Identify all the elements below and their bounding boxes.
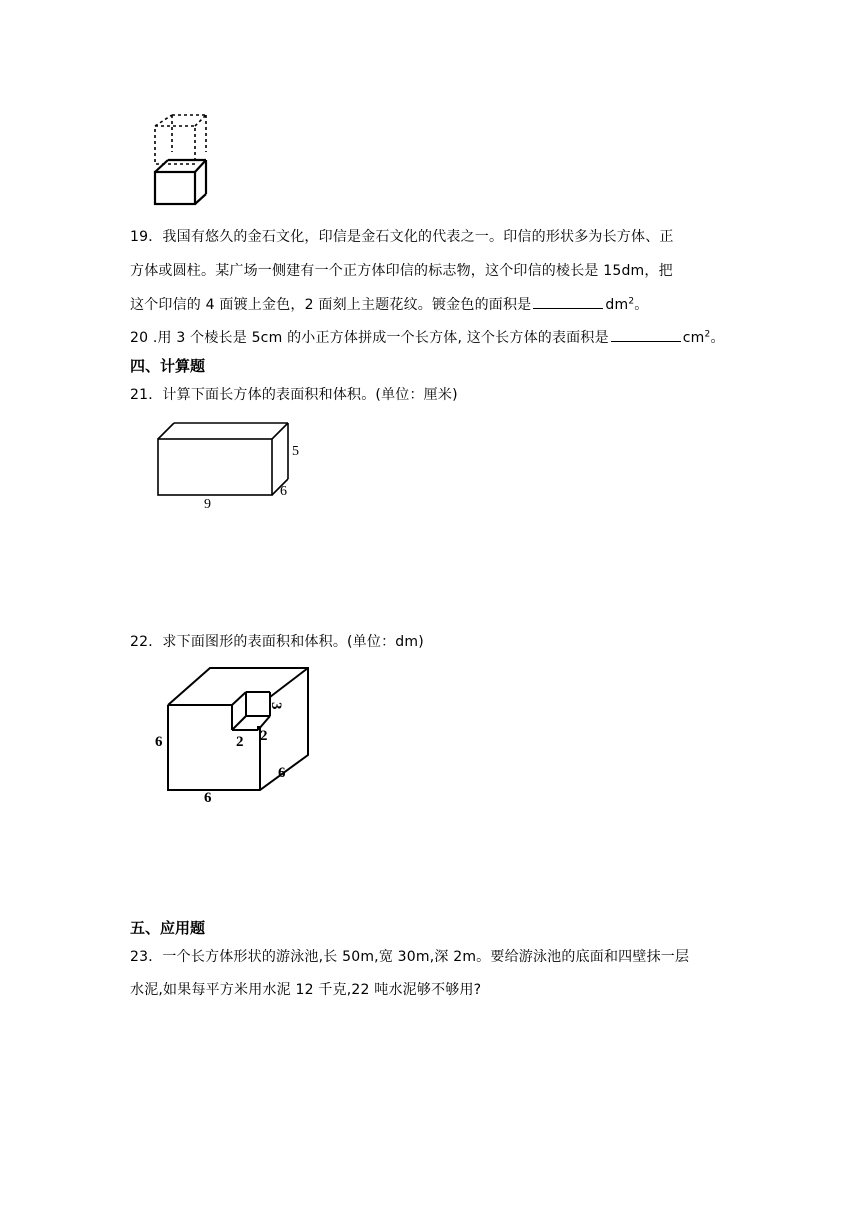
unit-dm: dm <box>605 297 629 313</box>
question-19-line-2: 方体或圆柱。某广场一侧建有一个正方体印信的标志物，这个印信的棱长是 15dm，把 <box>130 263 673 279</box>
length-label: 9 <box>204 497 211 512</box>
notch-width-label: 2 <box>236 734 244 750</box>
question-20 <box>130 327 725 347</box>
answer-blank-19[interactable] <box>533 294 603 309</box>
unit-cm: cm <box>682 330 705 346</box>
question-22: 22．求下面图形的表面积和体积。(单位：dm) <box>130 634 424 650</box>
width-label: 6 <box>280 484 287 499</box>
section-heading-5: 五、应用题 <box>130 919 206 937</box>
question-21: 21．计算下面长方体的表面积和体积。(单位：厘米) <box>130 387 458 403</box>
unit-exponent: 2 <box>628 296 635 307</box>
height-label: 5 <box>292 444 299 459</box>
question-19-line-1: 19．我国有悠久的金石文化，印信是金石文化的代表之一。印信的形状多为长方体、正 <box>130 229 674 245</box>
question-23-line-1: 23．一个长方体形状的游泳池,长 50m,宽 30m,深 2m。要给游泳池的底面和四壁抹一层 <box>130 949 690 965</box>
question-23-line-2: 水泥,如果每平方米用水泥 12 千克,22 吨水泥够不够用? <box>130 982 482 998</box>
cube-stack-figure <box>150 112 212 208</box>
notch-depth-label: 2 <box>260 728 268 744</box>
question-19-line-3-text: 这个印信的 4 面镀上金色，2 面刻上主题花纹。镀金色的面积是 <box>130 297 532 313</box>
section-heading-4: 四、计算题 <box>130 357 206 375</box>
unit-exponent: 2 <box>704 329 711 340</box>
sentence-end: 。 <box>710 330 725 346</box>
cuboid-figure <box>150 415 310 515</box>
question-19-line-3 <box>130 294 648 314</box>
depth-label: 6 <box>278 765 286 781</box>
question-20-text: 20 .用 3 个棱长是 5cm 的小正方体拼成一个长方体, 这个长方体的表面积是 <box>130 330 609 346</box>
notch-height-label: 3 <box>268 702 284 710</box>
answer-blank-20[interactable] <box>611 327 681 342</box>
bottom-length-label: 6 <box>204 790 212 805</box>
sentence-end: 。 <box>634 297 649 313</box>
left-height-label: 6 <box>155 734 163 750</box>
notched-cube-figure <box>150 660 320 805</box>
